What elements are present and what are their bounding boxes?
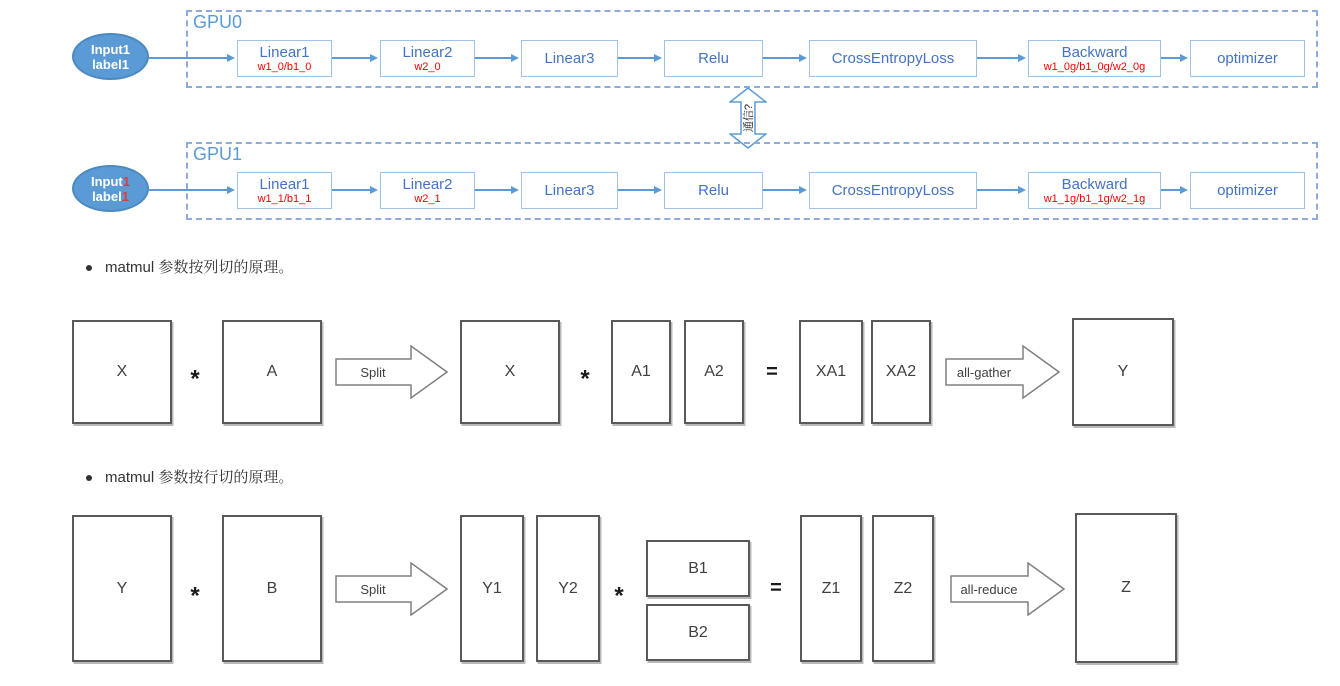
matrix-box-y: Y bbox=[72, 515, 172, 662]
split-arrow-label: Split bbox=[360, 581, 386, 597]
gpu0-input-line1: Input1 bbox=[91, 41, 130, 57]
flow-arrow-gpu1-4 bbox=[763, 189, 805, 191]
communication-arrow bbox=[729, 87, 767, 149]
matrix-box-y2: Y2 bbox=[536, 515, 600, 662]
matrix-box-b: B bbox=[222, 515, 322, 662]
op-multiply-1: * bbox=[190, 365, 200, 393]
gpu1-input-line1: Input1 bbox=[91, 173, 130, 189]
communication-label: 通信? bbox=[743, 103, 755, 133]
stage-gpu0-crossentropyloss: CrossEntropyLoss bbox=[809, 40, 977, 77]
stage-gpu1-optimizer: optimizer bbox=[1190, 172, 1305, 209]
gpu1-label: GPU1 bbox=[193, 144, 243, 164]
bullet-row-split bbox=[86, 467, 293, 489]
flow-arrow-gpu0-4 bbox=[763, 57, 805, 59]
flow-arrow-gpu0-6 bbox=[1161, 57, 1186, 59]
matrix-box-xa2: XA2 bbox=[871, 320, 931, 424]
stage-gpu1-backward: Backward w1_1g/b1_1g/w2_1g bbox=[1028, 172, 1161, 209]
all-reduce-arrow bbox=[950, 562, 1065, 616]
matrix-box-b1: B1 bbox=[646, 540, 750, 597]
op-multiply-3: * bbox=[190, 582, 200, 610]
matrix-box-x2: X bbox=[460, 320, 560, 424]
bullet-dot bbox=[86, 265, 92, 271]
matrix-box-a1: A1 bbox=[611, 320, 671, 424]
op-multiply-2: * bbox=[580, 365, 590, 393]
op-equals-2: = bbox=[770, 577, 782, 599]
gpu1-input-line2: label1 bbox=[92, 188, 129, 204]
split-arrow-col bbox=[335, 345, 448, 399]
stage-gpu0-optimizer: optimizer bbox=[1190, 40, 1305, 77]
matrix-box-y-result: Y bbox=[1072, 318, 1174, 426]
op-equals-1: = bbox=[766, 360, 778, 383]
flow-arrow-gpu1-5 bbox=[977, 189, 1024, 191]
matrix-box-a2: A2 bbox=[684, 320, 744, 424]
flow-arrow-gpu0-5 bbox=[977, 57, 1024, 59]
flow-arrow-gpu0-3 bbox=[618, 57, 660, 59]
bullet-col-split-text: matmul 参数按列切的原理。 bbox=[105, 259, 294, 276]
flow-arrow-gpu1-input bbox=[149, 189, 233, 191]
matrix-box-y1: Y1 bbox=[460, 515, 524, 662]
stage-gpu1-linear2: Linear2 w2_1 bbox=[380, 172, 475, 209]
bullet-dot bbox=[86, 475, 92, 481]
op-multiply-4: * bbox=[614, 582, 624, 610]
flow-arrow-gpu0-1 bbox=[332, 57, 376, 59]
stage-gpu0-linear2: Linear2 w2_0 bbox=[380, 40, 475, 77]
all-gather-label: all-gather bbox=[956, 364, 1012, 380]
flow-arrow-gpu1-1 bbox=[332, 189, 376, 191]
matrix-box-z1: Z1 bbox=[800, 515, 862, 662]
bullet-row-split-text: matmul 参数按行切的原理。 bbox=[105, 469, 294, 486]
flow-arrow-gpu0-2 bbox=[475, 57, 517, 59]
split-arrow-row bbox=[335, 562, 448, 616]
stage-gpu0-linear3: Linear3 bbox=[521, 40, 618, 77]
bullet-col-split bbox=[86, 257, 293, 279]
stage-gpu0-relu: Relu bbox=[664, 40, 763, 77]
stage-gpu1-linear1: Linear1 w1_1/b1_1 bbox=[237, 172, 332, 209]
stage-gpu1-relu: Relu bbox=[664, 172, 763, 209]
all-reduce-label: all-reduce bbox=[960, 581, 1018, 597]
gpu1-input-ellipse bbox=[72, 165, 149, 212]
all-gather-arrow bbox=[945, 345, 1060, 399]
stage-gpu0-backward: Backward w1_0g/b1_0g/w2_0g bbox=[1028, 40, 1161, 77]
flow-arrow-gpu1-6 bbox=[1161, 189, 1186, 191]
stage-gpu1-crossentropyloss: CrossEntropyLoss bbox=[809, 172, 977, 209]
matrix-box-a: A bbox=[222, 320, 322, 424]
matrix-box-xa1: XA1 bbox=[799, 320, 863, 424]
stage-gpu1-linear3: Linear3 bbox=[521, 172, 618, 209]
stage-gpu0-linear1: Linear1 w1_0/b1_0 bbox=[237, 40, 332, 77]
matrix-box-b2: B2 bbox=[646, 604, 750, 661]
gpu0-input-line2: label1 bbox=[92, 56, 129, 72]
gpu0-input-ellipse bbox=[72, 33, 149, 80]
flow-arrow-gpu1-3 bbox=[618, 189, 660, 191]
matrix-box-z-result: Z bbox=[1075, 513, 1177, 663]
flow-arrow-gpu1-2 bbox=[475, 189, 517, 191]
flow-arrow-gpu0-input bbox=[149, 57, 233, 59]
gpu0-label: GPU0 bbox=[193, 12, 243, 32]
matrix-box-z2: Z2 bbox=[872, 515, 934, 662]
split-arrow-label: Split bbox=[360, 364, 386, 380]
matrix-box-x: X bbox=[72, 320, 172, 424]
